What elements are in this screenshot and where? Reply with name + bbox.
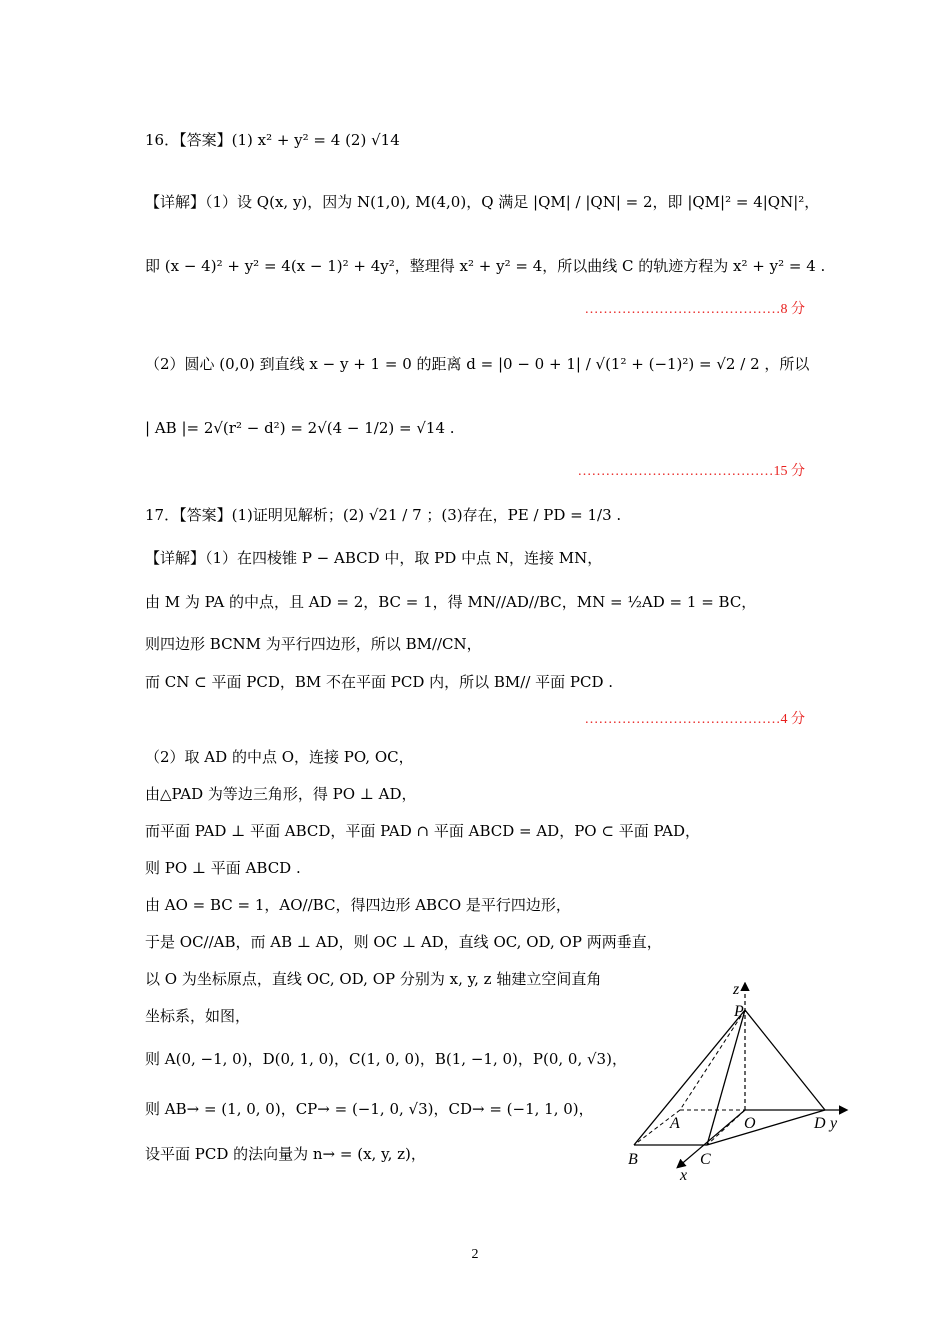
q16-score-15: ……………………………………15 分	[577, 464, 805, 479]
label-O: O	[744, 1115, 756, 1132]
q17-part2-line-1: （2）取 AD 的中点 O，连接 PO, OC，	[145, 748, 414, 766]
x-axis	[678, 1110, 745, 1167]
q17-part2-line-6: 于是 OC//AB，而 AB ⊥ AD，则 OC ⊥ AD，直线 OC, OD, OP 两两垂直，	[145, 933, 662, 951]
q17-line-1: 【详解】（1）在四棱锥 P − ABCD 中，取 PD 中点 N，连接 MN，	[145, 549, 603, 567]
q17-line-3: 则四边形 BCNM 为平行四边形，所以 BM//CN，	[145, 635, 482, 653]
pyramid-figure	[620, 982, 860, 1182]
edge-PC	[707, 1010, 745, 1145]
q17-line-4: 而 CN ⊂ 平面 PCD，BM 不在平面 PCD 内，所以 BM// 平面 PCD .	[145, 673, 614, 691]
label-D: D	[814, 1115, 826, 1132]
q17-score-4: ……………………………………4 分	[584, 712, 805, 727]
q16-detail1-line1: 【详解】（1）设 Q(x, y)，因为 N(1,0), M(4,0)，Q 满足 |QM| / |QN| = 2，即 |QM|² = 4|QN|²，	[145, 193, 820, 211]
q17-answer: 17．【答案】(1)证明见解析；(2) √21 / 7 ；(3)存在，PE / PD = 1/3 .	[145, 506, 622, 524]
q16-score-8: ……………………………………8 分	[584, 302, 805, 317]
label-x: x	[680, 1167, 688, 1182]
q17-part2-line-4: 则 PO ⊥ 平面 ABCD .	[145, 859, 301, 877]
q17-part2-line-3: 而平面 PAD ⊥ 平面 ABCD，平面 PAD ∩ 平面 ABCD = AD，PO ⊂ 平面 PAD，	[145, 822, 701, 840]
q16-detail1-line2: 即 (x − 4)² + y² = 4(x − 1)² + 4y²，整理得 x² + y² = 4，所以曲线 C 的轨迹方程为 x² + y² = 4 .	[145, 257, 826, 275]
q16-detail2-line2: | AB |= 2√(r² − d²) = 2√(4 − 1/2) = √14 .	[145, 419, 455, 437]
q16-detail2-line1: （2）圆心 (0,0) 到直线 x − y + 1 = 0 的距离 d = |0 − 0 + 1| / √(1² + (−1)²) = √2 / 2 ，所以	[145, 355, 810, 373]
label-B: B	[628, 1151, 638, 1168]
q17-part2-line-11: 设平面 PCD 的法向量为 n→ = (x, y, z)，	[145, 1145, 426, 1163]
q17-part2-line-5: 由 AO = BC = 1，AO//BC，得四边形 ABCO 是平行四边形，	[145, 896, 571, 914]
label-z: z	[733, 982, 740, 998]
edge-PD	[745, 1010, 825, 1110]
q17-line-2: 由 M 为 PA 的中点，且 AD = 2，BC = 1，得 MN//AD//BC，MN = ½AD = 1 = BC，	[145, 593, 757, 611]
label-y: y	[830, 1115, 838, 1132]
q16-answer: 16．【答案】(1) x² + y² = 4 (2) √14	[145, 131, 400, 149]
label-P: P	[734, 1003, 744, 1020]
q17-part2-line-8: 坐标系，如图，	[145, 1007, 251, 1025]
q17-part2-line-7: 以 O 为坐标原点，直线 OC, OD, OP 分别为 x, y, z 轴建立空间直角	[145, 970, 602, 988]
page-number: 2	[471, 1247, 479, 1262]
label-A: A	[670, 1115, 680, 1132]
label-C: C	[700, 1151, 711, 1168]
q17-part2-line-10: 则 AB→ = (1, 0, 0)，CP→ = (−1, 0, √3)，CD→ = (−1, 1, 0)，	[145, 1100, 594, 1118]
q17-part2-line-9: 则 A(0, −1, 0)，D(0, 1, 0)，C(1, 0, 0)，B(1, −1, 0)，P(0, 0, √3)，	[145, 1050, 627, 1068]
edge-PA	[680, 1010, 745, 1110]
q17-part2-line-2: 由△PAD 为等边三角形，得 PO ⊥ AD，	[145, 785, 417, 803]
